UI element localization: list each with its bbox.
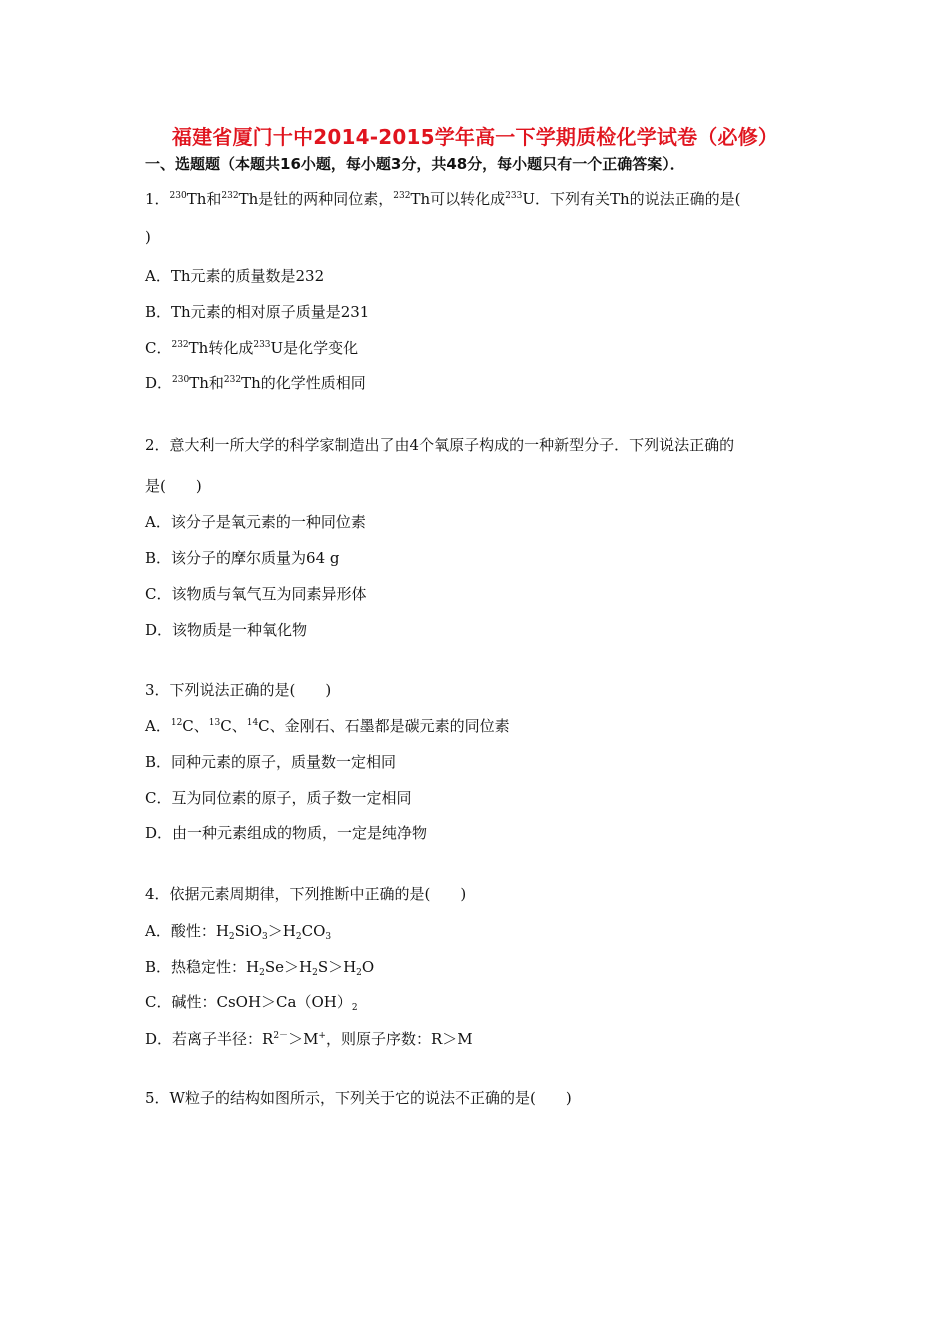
option-a: A．该分子是氧元素的一种同位素 xyxy=(145,513,366,531)
mass-number: 232 xyxy=(393,191,411,201)
question-5-stem: 5．W粒子的结构如图所示，下列关于它的说法不正确的是( ) xyxy=(145,1089,572,1107)
mass-number: 233 xyxy=(253,340,271,350)
option-text: C、 xyxy=(182,717,209,735)
option-a xyxy=(145,920,331,941)
mass-number: 14 xyxy=(246,718,259,728)
option-d xyxy=(145,1028,473,1049)
exam-title: 福建省厦门十中2014-2015学年高一下学期质检化学试卷（必修） xyxy=(171,125,779,149)
subscript: 2 xyxy=(295,932,302,942)
option-text: CO xyxy=(301,922,326,940)
option-c: C．该物质与氧气互为同素异形体 xyxy=(145,585,367,603)
option-text: S＞H xyxy=(317,958,357,976)
option-b: B．该分子的摩尔质量为64 g xyxy=(145,549,340,567)
option-text: D．若离子半径：R xyxy=(145,1030,274,1048)
subscript: 2 xyxy=(312,968,318,978)
mass-number: 230 xyxy=(172,375,190,385)
option-text: Th和 xyxy=(189,374,224,392)
option-c xyxy=(145,991,358,1012)
stem-text: Th是钍的两种同位素， xyxy=(238,190,394,208)
option-text: C．碱性：CsOH＞Ca（OH） xyxy=(145,993,352,1011)
question-1-stem-cont: ) xyxy=(145,228,151,246)
option-text: O xyxy=(361,958,375,976)
mass-number: 232 xyxy=(221,191,239,201)
option-b: B．同种元素的原子，质量数一定相同 xyxy=(145,753,397,771)
question-2-stem-cont: 是( ) xyxy=(145,477,202,495)
question-4-stem: 4．依据元素周期律，下列推断中正确的是( ) xyxy=(145,885,467,903)
option-c: C．互为同位素的原子，质子数一定相同 xyxy=(145,789,412,807)
option-label: D． xyxy=(145,374,173,392)
charge-superscript: 2－ xyxy=(273,1031,289,1041)
subscript: 2 xyxy=(356,968,362,978)
option-d: D．该物质是一种氧化物 xyxy=(145,621,308,639)
option-a: A．Th元素的质量数是232 xyxy=(145,267,325,285)
mass-number: 232 xyxy=(223,375,242,385)
subscript: 3 xyxy=(262,932,268,942)
stem-text: Th和 xyxy=(186,190,222,208)
option-label: C． xyxy=(145,339,172,357)
option-d: D．由一种元素组成的物质，一定是纯净物 xyxy=(145,824,428,842)
option-a xyxy=(145,715,510,736)
option-text: A．酸性：H xyxy=(145,922,229,940)
question-3-stem: 3．下列说法正确的是( ) xyxy=(145,681,332,699)
option-text: ＞H xyxy=(267,922,296,940)
subscript: 2 xyxy=(351,1003,358,1013)
option-b xyxy=(145,956,374,977)
mass-number: 230 xyxy=(169,191,187,201)
subscript: 2 xyxy=(228,932,235,942)
stem-text: U．下列有关Th的说法正确的是( xyxy=(522,190,741,208)
mass-number: 233 xyxy=(505,191,523,201)
subscript: 2 xyxy=(259,968,265,978)
option-text: C、 xyxy=(220,717,247,735)
charge-superscript: + xyxy=(318,1031,326,1041)
option-text: B．热稳定性：H xyxy=(145,958,260,976)
stem-text: Th可以转化成 xyxy=(410,190,506,208)
option-text: ，则原子序数：R＞M xyxy=(325,1030,473,1048)
mass-number: 12 xyxy=(170,718,183,728)
mass-number: 232 xyxy=(171,340,189,350)
question-1-stem xyxy=(145,188,740,209)
question-number: 1． xyxy=(145,190,170,208)
option-c xyxy=(145,337,358,358)
option-text: Th转化成 xyxy=(188,339,254,357)
question-2-stem: 2．意大利一所大学的科学家制造出了由4个氧原子构成的一种新型分子．下列说法正确的 xyxy=(145,436,735,454)
option-b: B．Th元素的相对原子质量是231 xyxy=(145,303,370,321)
section-heading: 一、选题题（本题共16小题，每小题3分，共48分，每小题只有一个正确答案）． xyxy=(145,155,685,173)
option-text: Th的化学性质相同 xyxy=(241,374,366,392)
option-d xyxy=(145,372,366,393)
option-text: ＞M xyxy=(288,1030,319,1048)
option-text: Se＞H xyxy=(264,958,313,976)
mass-number: 13 xyxy=(208,718,221,728)
option-label: A． xyxy=(145,717,171,735)
option-text: U是化学变化 xyxy=(270,339,359,357)
subscript: 3 xyxy=(325,932,332,942)
option-text: SiO xyxy=(234,922,263,940)
option-text: C、金刚石、石墨都是碳元素的同位素 xyxy=(258,717,510,735)
